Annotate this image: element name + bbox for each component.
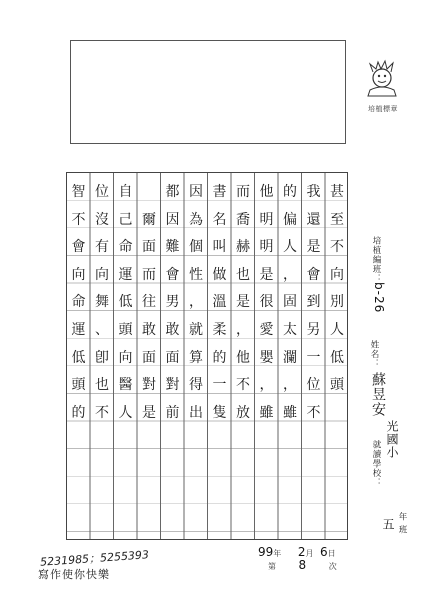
grid-character: 向 — [95, 266, 109, 283]
grid-character: 面 — [142, 349, 156, 366]
grid-character: 頭 — [71, 377, 86, 394]
grid-character: 沒 — [95, 211, 109, 228]
grid-character: 頭 — [330, 377, 344, 394]
grid-character: 運 — [71, 321, 86, 338]
grid-character: 而 — [236, 184, 250, 200]
grid-character: 人 — [118, 404, 133, 421]
grid-character: 太 — [283, 321, 297, 338]
grid-character: 面 — [165, 349, 180, 366]
page-number: 8 — [298, 558, 307, 572]
grid-character: 偏 — [283, 211, 297, 228]
grid-character: 己 — [118, 211, 133, 228]
grid-character: 性 — [189, 266, 203, 283]
grid-character: 會 — [165, 266, 180, 283]
grid-character: 不 — [95, 404, 109, 421]
grid-character: 而 — [142, 266, 156, 283]
grid-character: 得 — [189, 377, 203, 394]
grid-character: 智 — [71, 184, 86, 200]
grid-character: 明 — [259, 211, 274, 228]
grid-character: 的 — [71, 404, 86, 421]
grid-character: 雖 — [283, 404, 297, 421]
grid-column — [139, 179, 159, 427]
grid-character: 一 — [212, 377, 227, 394]
grid-character: 固 — [283, 294, 297, 311]
grid-character: 前 — [165, 404, 180, 421]
grid-character: 到 — [306, 294, 321, 311]
grid-character: 很 — [259, 294, 274, 311]
grid-character: 卽 — [95, 349, 109, 366]
grid-character: 不 — [330, 239, 344, 256]
grid-character: 不 — [236, 377, 250, 394]
grid-column — [210, 179, 230, 427]
grid-character: 赫 — [236, 239, 250, 256]
grid-character: 有 — [95, 239, 109, 256]
grid-character: 溫 — [212, 294, 227, 311]
grid-character: ， — [236, 321, 250, 338]
grid-character: 至 — [330, 211, 344, 228]
name-value: 蘇昱安 — [370, 372, 386, 417]
grid-column — [304, 179, 324, 427]
grid-character: 名 — [212, 211, 227, 228]
grid-column — [116, 179, 136, 427]
grid-character: 醫 — [118, 377, 133, 394]
grid-character: 向 — [330, 266, 344, 283]
grid-character: 還 — [306, 211, 321, 228]
grid-character: 位 — [306, 377, 321, 394]
grid-character: 算 — [189, 349, 203, 366]
date-year: 99 — [258, 545, 274, 559]
grid-character: 是 — [236, 294, 250, 311]
phone-codes: 5231985；5255393 — [39, 548, 150, 569]
grid-character: 甚 — [330, 184, 344, 200]
grid-column — [186, 179, 206, 427]
grid-column — [327, 179, 347, 427]
grid-character: 我 — [306, 184, 321, 200]
grid-character: 低 — [330, 349, 344, 366]
grid-character: 不 — [71, 211, 86, 228]
date-day: 6 — [320, 545, 328, 559]
grid-character: 命 — [71, 294, 86, 311]
slogan: 寫作使你快樂 — [38, 568, 110, 581]
grid-character: 都 — [165, 184, 180, 200]
grid-character: 出 — [189, 404, 203, 421]
grid-character: 一 — [306, 349, 321, 366]
grid-character: 難 — [165, 239, 180, 256]
grid-character: 也 — [95, 377, 109, 394]
grid-character: 頭 — [118, 321, 133, 338]
grid-character: 個 — [189, 239, 203, 256]
grid-character: 因 — [165, 211, 180, 228]
grid-character: 低 — [71, 349, 86, 366]
grid-character: 隻 — [212, 404, 227, 421]
grid-character: 他 — [259, 184, 274, 200]
grid-column — [163, 179, 183, 427]
grid-character: 另 — [306, 321, 321, 338]
grid-character: 雖 — [259, 404, 274, 421]
grid-character: 明 — [259, 239, 274, 256]
mascot-stamp-icon — [362, 58, 402, 100]
grid-character: 人 — [330, 321, 344, 338]
grid-character: 是 — [259, 266, 274, 283]
grid-character: 別 — [330, 294, 344, 311]
school-value: 光國小 — [385, 420, 399, 459]
grid-character: 叫 — [212, 239, 227, 256]
grid-character: 放 — [236, 404, 250, 421]
grid-character: 敢 — [165, 321, 180, 338]
grid-character: 喬 — [236, 211, 250, 228]
date-month: 2 — [297, 545, 306, 559]
grid-character: ， — [259, 377, 274, 394]
grid-character: 愛 — [259, 321, 274, 338]
grid-character: 位 — [95, 184, 109, 200]
date-line: 99年 2月 6日 — [258, 545, 336, 559]
grid-character: 的 — [212, 349, 227, 366]
grid-column — [280, 179, 300, 427]
grid-character: 他 — [236, 349, 250, 366]
grid-character: 也 — [236, 266, 250, 283]
grid-character: 嬰 — [259, 349, 274, 366]
grid-character: 柔 — [212, 321, 227, 338]
grid-character: 面 — [142, 239, 156, 256]
grid-character: 對 — [165, 377, 180, 394]
grid-character: 、 — [95, 321, 109, 338]
grade-value: 五 — [381, 518, 395, 531]
grid-column — [233, 179, 253, 427]
grid-character: 是 — [306, 239, 321, 256]
grid-character: 是 — [142, 404, 156, 421]
grid-character: 往 — [142, 294, 156, 311]
grid-character: 不 — [306, 404, 321, 421]
grid-character: 命 — [118, 239, 133, 256]
grid-character: 做 — [212, 266, 227, 283]
stamp-caption: 培植標章 — [368, 105, 398, 113]
grid-character: 就 — [189, 321, 203, 338]
grid-character: 運 — [118, 266, 133, 283]
class-label: 培植編班： — [371, 236, 381, 284]
class-value: b-26 — [372, 282, 386, 314]
teacher-comment-box — [70, 40, 346, 144]
grid-character: ， — [283, 377, 297, 394]
writing-grid — [66, 172, 348, 540]
grid-character: 男 — [165, 294, 180, 311]
grid-column — [257, 179, 277, 427]
grid-character: 人 — [283, 239, 297, 256]
grid-character: 為 — [189, 211, 203, 228]
grid-character: 向 — [71, 266, 86, 283]
grid-character: 書 — [212, 184, 227, 200]
school-label: 就讀學校： — [371, 440, 381, 488]
name-label: 姓名： — [369, 340, 379, 369]
page-count: 第 8 次 — [268, 558, 337, 572]
grid-column — [69, 179, 89, 427]
grid-column — [92, 179, 112, 427]
grid-character: 低 — [118, 294, 133, 311]
grid-character: 爾 — [142, 211, 156, 228]
grid-character: 自 — [118, 184, 133, 200]
grid-character: 向 — [118, 349, 133, 366]
grid-character: 舞 — [95, 294, 109, 311]
grade-label: 年 班 — [397, 512, 407, 535]
grid-character: 敢 — [142, 321, 156, 338]
grid-character: ， — [189, 294, 203, 311]
grid-character: 的 — [283, 184, 297, 200]
grid-character: 會 — [306, 266, 321, 283]
grid-character: 對 — [142, 377, 156, 394]
grid-character: ， — [283, 266, 297, 283]
grid-character: 會 — [71, 239, 86, 256]
grid-character: 瀾 — [283, 349, 297, 366]
grid-character: 因 — [189, 184, 203, 200]
